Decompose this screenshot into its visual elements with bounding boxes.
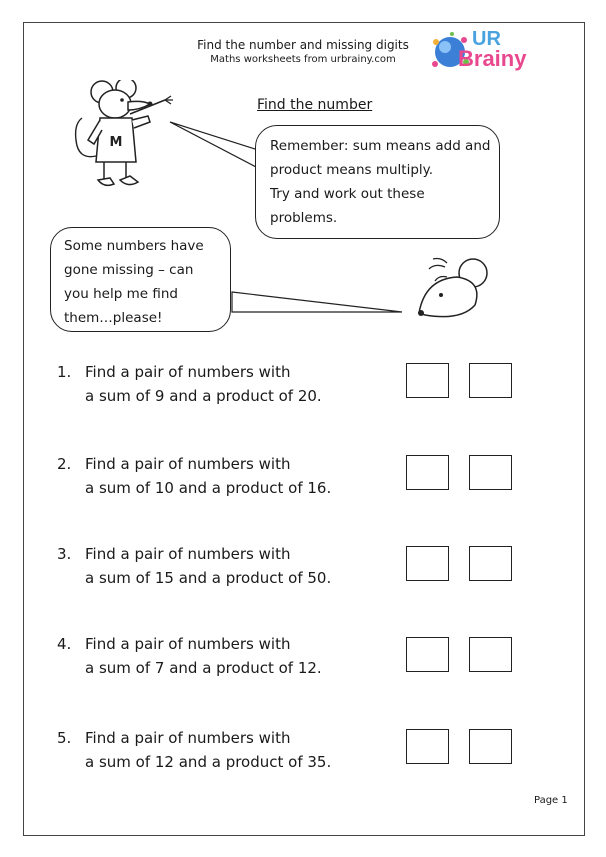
answer-box[interactable] bbox=[469, 546, 512, 581]
answer-box[interactable] bbox=[469, 637, 512, 672]
bubble-reminder-line: product means multiply. bbox=[270, 162, 434, 178]
question-line: Find a pair of numbers with bbox=[85, 729, 291, 747]
answer-box[interactable] bbox=[406, 637, 449, 672]
logo-ur-text: UR bbox=[472, 28, 501, 50]
page-number: Page 1 bbox=[534, 795, 568, 806]
question-line: a sum of 7 and a product of 12. bbox=[85, 659, 322, 677]
question-line: a sum of 12 and a product of 35. bbox=[85, 753, 332, 771]
question-number: 5. bbox=[57, 729, 72, 747]
question-number: 4. bbox=[57, 635, 72, 653]
answer-box[interactable] bbox=[469, 363, 512, 398]
question-line: Find a pair of numbers with bbox=[85, 545, 291, 563]
answer-box[interactable] bbox=[406, 729, 449, 764]
question-line: a sum of 10 and a product of 16. bbox=[85, 479, 332, 497]
question-line: Find a pair of numbers with bbox=[85, 363, 291, 381]
question-number: 1. bbox=[57, 363, 72, 381]
bubble-missing-line: you help me find bbox=[64, 286, 178, 302]
answer-box[interactable] bbox=[406, 455, 449, 490]
bubble-missing-line: Some numbers have bbox=[64, 238, 204, 254]
question-number: 3. bbox=[57, 545, 72, 563]
worksheet-subtitle: Maths worksheets from urbrainy.com bbox=[210, 54, 396, 65]
urbrainy-logo bbox=[430, 28, 550, 78]
section-heading: Find the number bbox=[257, 97, 373, 113]
speech-bubble-reminder bbox=[255, 125, 500, 239]
mouse-shirt-letter: M bbox=[109, 135, 123, 150]
bubble-reminder-line: Remember: sum means add and bbox=[270, 138, 491, 154]
bubble-missing-line: gone missing – can bbox=[64, 262, 194, 278]
speech-bubble-missing bbox=[50, 227, 231, 332]
answer-box[interactable] bbox=[406, 363, 449, 398]
question-line: Find a pair of numbers with bbox=[85, 635, 291, 653]
bubble-reminder-line: problems. bbox=[270, 210, 338, 226]
mouse-pointing-illustration bbox=[70, 80, 190, 200]
question-number: 2. bbox=[57, 455, 72, 473]
logo-brainy-text: Brainy bbox=[458, 46, 527, 71]
question-line: a sum of 9 and a product of 20. bbox=[85, 387, 322, 405]
bubble-reminder-line: Try and work out these bbox=[270, 186, 425, 202]
answer-box[interactable] bbox=[469, 455, 512, 490]
question-line: a sum of 15 and a product of 50. bbox=[85, 569, 332, 587]
worksheet-title: Find the number and missing digits bbox=[197, 38, 409, 52]
question-line: Find a pair of numbers with bbox=[85, 455, 291, 473]
mouse-thinking-illustration bbox=[405, 255, 495, 330]
bubble-missing-line: them…please! bbox=[64, 310, 163, 326]
answer-box[interactable] bbox=[469, 729, 512, 764]
answer-box[interactable] bbox=[406, 546, 449, 581]
